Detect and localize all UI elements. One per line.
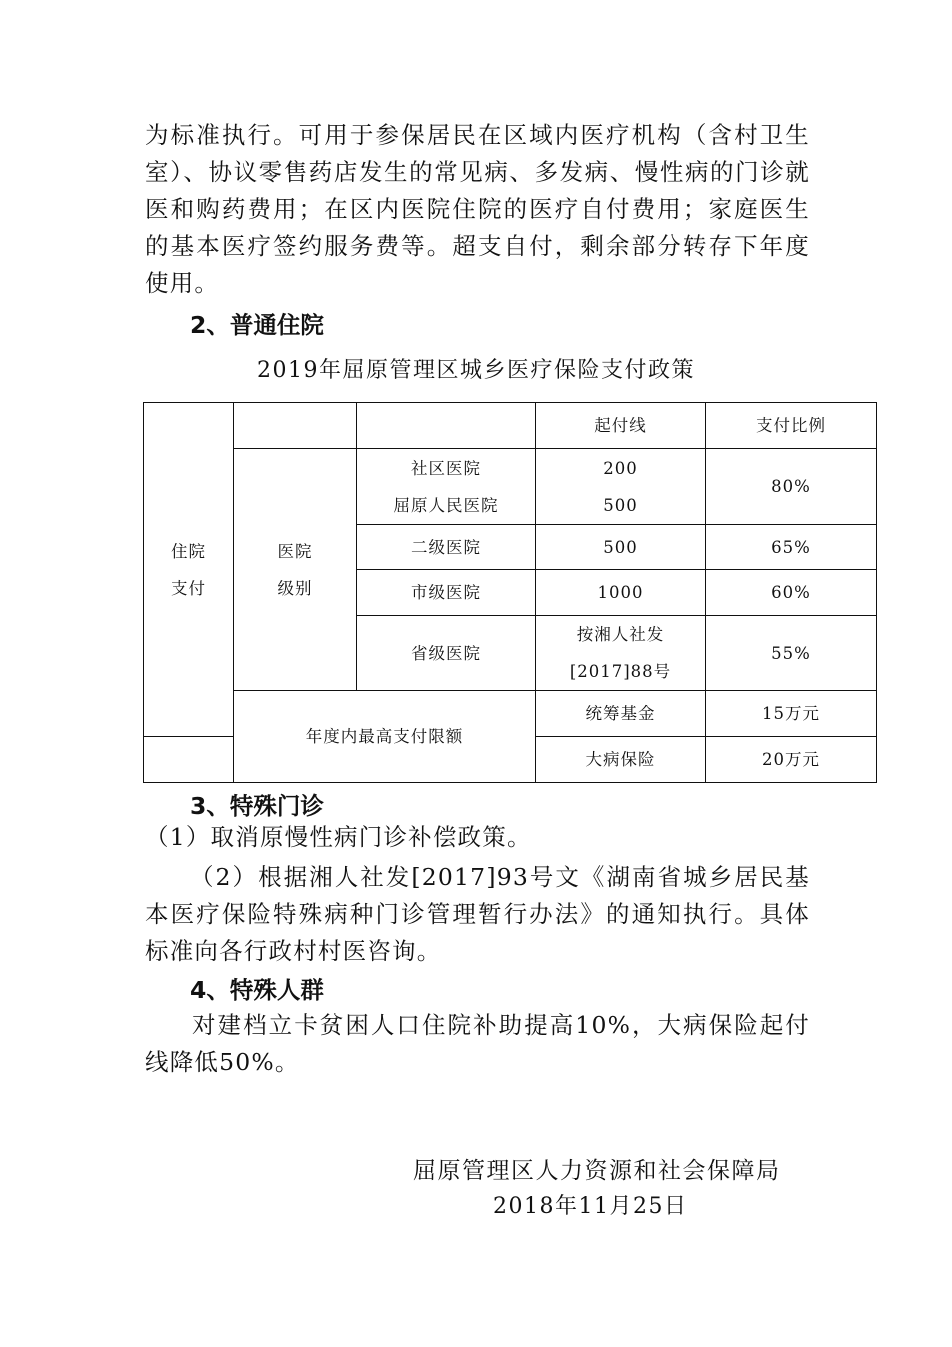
start-line-value: 1000 (536, 570, 706, 616)
table-row (144, 691, 877, 737)
section-3-item-2: （2）根据湘人社发[2017]93号文《湖南省城乡居民基本医疗保险特殊病种门诊管理暂行办法》的通知执行。具体标准向各行政村村医咨询。 (145, 863, 810, 965)
empty-header-cell (234, 403, 357, 449)
hospital-name-cell (357, 449, 536, 525)
hospital-name: 社区医院 (411, 458, 481, 478)
start-line-value: 500 (603, 495, 638, 515)
fund-label: 统筹基金 (536, 691, 706, 737)
header-pay-ratio: 支付比例 (706, 403, 877, 449)
start-line-value: [2017]88号 (569, 662, 672, 681)
section-2-heading: 2、普通住院 (190, 311, 324, 339)
hospital-name: 屈原人民医院 (393, 495, 499, 515)
empty-header-cell (357, 403, 536, 449)
start-line-value: 按湘人社发 (576, 625, 665, 644)
hospital-name: 市级医院 (357, 570, 536, 616)
hospital-name: 二级医院 (357, 525, 536, 570)
inpatient-label-line2: 支付 (171, 578, 206, 598)
hospital-level-line2: 级别 (277, 578, 313, 598)
empty-cell (144, 737, 234, 783)
hospital-name: 省级医院 (357, 616, 536, 691)
start-line-value: 200 (603, 458, 638, 478)
start-line-value: 500 (536, 525, 706, 570)
pay-ratio-value: 60% (706, 570, 877, 616)
pay-ratio-value: 55% (706, 616, 877, 691)
table-row (144, 449, 877, 525)
fund-value: 15万元 (706, 691, 877, 737)
hospital-level-cell (234, 449, 357, 691)
critical-illness-label: 大病保险 (536, 737, 706, 783)
intro-paragraph: 为标准执行。可用于参保居民在区域内医疗机构（含村卫生室）、协议零售药店发生的常见病、多发病、慢性病的门诊就医和购药费用；在区内医院住院的医疗自付费用；家庭医生的基本医疗签约服务费等。超支自付，剩余部分转存下年度使用。 (145, 121, 810, 297)
start-line-cell (536, 449, 706, 525)
critical-illness-value: 20万元 (706, 737, 877, 783)
pay-ratio-value: 65% (706, 525, 877, 570)
signature-date: 2018年11月25日 (493, 1194, 688, 1219)
pay-ratio-value: 80% (706, 449, 877, 525)
inpatient-label-line1: 住院 (171, 541, 206, 561)
hospital-level-line1: 医院 (277, 541, 313, 561)
section-4-text: 对建档立卡贫困人口住院补助提高10%，大病保险起付线降低50%。 (145, 1011, 810, 1076)
start-line-cell (536, 616, 706, 691)
section-3-item-1: （1）取消原慢性病门诊补偿政策。 (145, 823, 532, 851)
section-3-heading: 3、特殊门诊 (190, 792, 324, 820)
table-header-row (144, 403, 877, 449)
signature-organization: 屈原管理区人力资源和社会保障局 (413, 1158, 781, 1184)
inpatient-payment-cell (144, 403, 234, 737)
section-4-heading: 4、特殊人群 (190, 976, 324, 1004)
payment-policy-table (143, 402, 877, 783)
max-limit-label: 年度内最高支付限额 (234, 691, 536, 783)
header-start-line: 起付线 (536, 403, 706, 449)
table-title: 2019年屈原管理区城乡医疗保险支付政策 (257, 358, 695, 383)
